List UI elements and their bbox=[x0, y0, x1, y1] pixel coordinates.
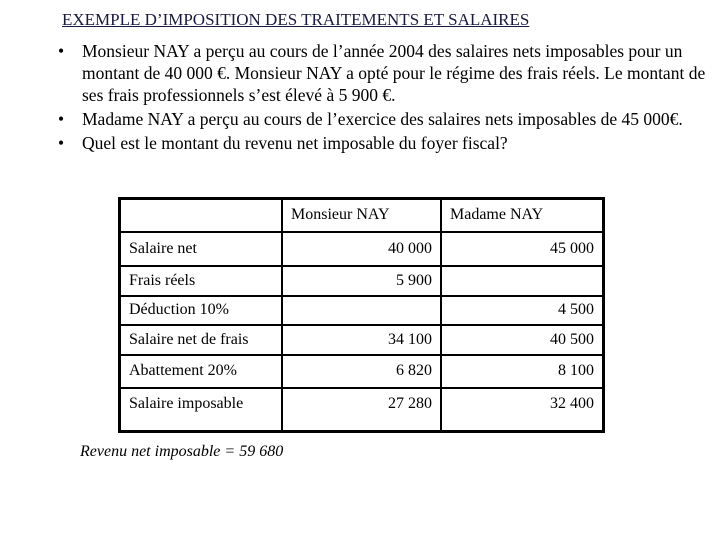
row-label: Salaire net de frais bbox=[120, 325, 283, 355]
table-row bbox=[120, 296, 604, 325]
table-row bbox=[120, 266, 604, 296]
cell: 40 000 bbox=[282, 232, 441, 266]
table-row bbox=[120, 325, 604, 355]
row-label: Frais réels bbox=[120, 266, 283, 296]
cell: 34 100 bbox=[282, 325, 441, 355]
cell: 40 500 bbox=[441, 325, 604, 355]
row-label: Salaire imposable bbox=[120, 388, 283, 432]
cell: 5 900 bbox=[282, 266, 441, 296]
row-label: Déduction 10% bbox=[120, 296, 283, 325]
slide-title: EXEMPLE D’IMPOSITION DES TRAITEMENTS ET SALAIRES bbox=[62, 10, 530, 29]
bullet-list bbox=[58, 40, 718, 156]
table-header-row bbox=[120, 199, 604, 232]
cell bbox=[282, 296, 441, 325]
cell: 27 280 bbox=[282, 388, 441, 432]
table-row bbox=[120, 388, 604, 432]
header-cell bbox=[120, 199, 283, 232]
bullet-item: • Madame NAY a perçu au cours de l’exercice des salaires nets imposables de 45 000€. bbox=[58, 109, 683, 129]
salary-table bbox=[118, 197, 605, 433]
bullet-item: • Quel est le montant du revenu net imposable du foyer fiscal? bbox=[58, 133, 508, 153]
bullet-icon: • bbox=[58, 133, 65, 153]
cell: 8 100 bbox=[441, 355, 604, 388]
table-row bbox=[120, 355, 604, 388]
cell: 4 500 bbox=[441, 296, 604, 325]
bullet-icon: • bbox=[58, 41, 65, 61]
cell: 32 400 bbox=[441, 388, 604, 432]
bullet-icon: • bbox=[58, 109, 65, 129]
header-cell: Madame NAY bbox=[441, 199, 604, 232]
row-label: Salaire net bbox=[120, 232, 283, 266]
cell: 6 820 bbox=[282, 355, 441, 388]
table-row bbox=[120, 232, 604, 266]
row-label: Abattement 20% bbox=[120, 355, 283, 388]
header-cell: Monsieur NAY bbox=[282, 199, 441, 232]
cell bbox=[441, 266, 604, 296]
cell: 45 000 bbox=[441, 232, 604, 266]
bullet-item: • Monsieur NAY a perçu au cours de l’année 2004 des salaires nets imposables pour un montant de 40 000 €. Monsieur NAY a opté pour le régime des frais réels. Le montant de ses frais professionnels s’est élevé à 5 900 €. bbox=[58, 41, 706, 105]
result-note: Revenu net imposable = 59 680 bbox=[80, 443, 284, 460]
